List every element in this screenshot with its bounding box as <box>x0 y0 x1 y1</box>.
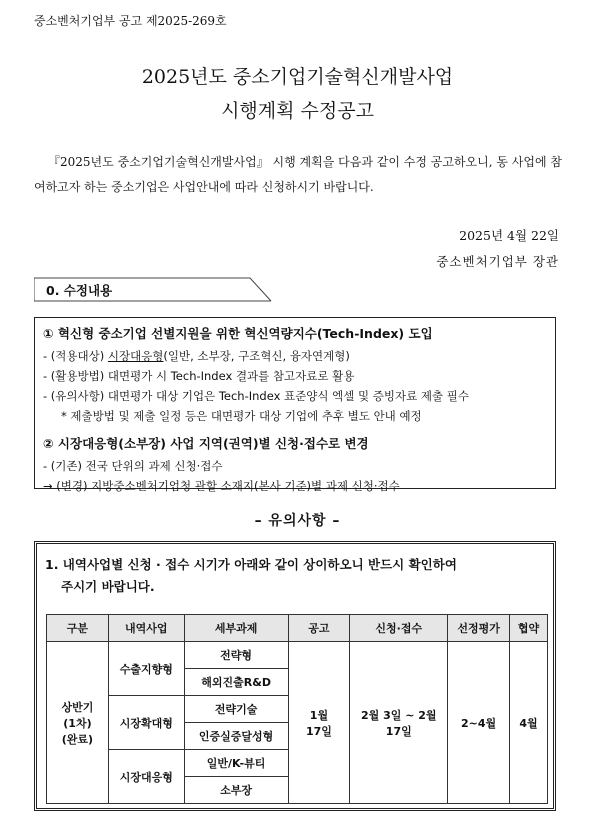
header-cell: 세부과제 <box>184 615 288 642</box>
page-subtitle: 시행계획 수정공고 <box>221 100 374 122</box>
change-item-2-before: - (기존) 전국 단위의 과제 신청·접수 <box>43 459 223 473</box>
caution-box <box>34 541 556 811</box>
header-cell: 내역사업 <box>108 615 184 642</box>
header-cell: 공고 <box>288 615 350 642</box>
period-cell: 상반기 (1차) (완료) <box>47 642 109 804</box>
task-cell: 일반/K-뷰티 <box>184 750 288 777</box>
task-cell: 인증실증달성형 <box>184 723 288 750</box>
change-item-1-note: * 제출방법 및 제출 일정 등은 대면평가 대상 기업에 추후 별도 안내 예정 <box>61 409 422 423</box>
evaluation-cell: 2~4월 <box>448 642 510 804</box>
notice-date: 2025년 4월 22일 <box>459 228 559 243</box>
changes-box <box>34 317 556 493</box>
program-cell: 시장확대형 <box>108 696 184 750</box>
task-cell: 해외진출R&D <box>184 669 288 696</box>
change-item-1-target <box>43 346 547 366</box>
application-cell: 2월 3일 ~ 2월 17일 <box>350 642 448 804</box>
caution-text <box>45 554 545 598</box>
header-cell: 선정평가 <box>448 615 510 642</box>
document-number: 중소벤처기업부 공고 제2025-269호 <box>34 14 227 28</box>
header-cell: 신청·접수 <box>350 615 448 642</box>
notice-cell: 1월 17일 <box>288 642 350 804</box>
section-label-text: 0. 수정내용 <box>46 283 113 298</box>
change-item-1-usage: - (활용방법) 대면평가 시 Tech-Index 결과를 참고자료로 활용 <box>43 369 355 383</box>
target-underlined: 시장대응형 <box>107 349 164 363</box>
caution-line-2: 주시기 바랍니다. <box>61 579 155 594</box>
change-item-2-heading: ② 시장대응형(소부장) 사업 지역(권역)별 신청·접수로 변경 <box>43 436 369 451</box>
program-cell: 시장대응형 <box>108 750 184 804</box>
target-prefix: - (적용대상) <box>43 349 108 363</box>
task-cell: 전략형 <box>184 642 288 669</box>
header-cell: 구분 <box>47 615 109 642</box>
schedule-table <box>46 614 548 804</box>
page-title: 2025년도 중소기업기술혁신개발사업 <box>141 66 454 88</box>
caution-title: – 유의사항 – <box>254 513 341 529</box>
target-suffix: (일반, 소부장, 구조혁신, 융자연계형) <box>163 349 350 363</box>
intro-paragraph: 『2025년도 중소기업기술혁신개발사업』 시행 계획을 다음과 같이 수정 공고하오니, 동 사업에 참여하고자 하는 중소기업은 사업안내에 따라 신청하시기 바랍니다. <box>34 155 562 194</box>
task-cell: 소부장 <box>184 777 288 804</box>
table-header-row <box>47 615 548 642</box>
issuer: 중소벤처기업부 장관 <box>436 254 559 269</box>
program-cell: 수출지향형 <box>108 642 184 696</box>
change-item-2-after: → (변경) 지방중소벤처기업청 관할 소재지(본사 기준)별 과제 신청·접수 <box>43 479 400 493</box>
table-row <box>47 642 548 669</box>
section-label <box>34 277 272 301</box>
task-cell: 전략기술 <box>184 696 288 723</box>
caution-line-1: 1. 내역사업별 신청 · 접수 시기가 아래와 같이 상이하오니 반드시 확인하여 <box>45 557 457 572</box>
agreement-cell: 4월 <box>510 642 548 804</box>
header-cell: 협약 <box>510 615 548 642</box>
change-item-1-heading: ① 혁신형 중소기업 선별지원을 위한 혁신역량지수(Tech-Index) 도입 <box>43 326 433 341</box>
change-item-1-caution: - (유의사항) 대면평가 대상 기업은 Tech-Index 표준양식 엑셀 및 증빙자료 제출 필수 <box>43 389 469 403</box>
